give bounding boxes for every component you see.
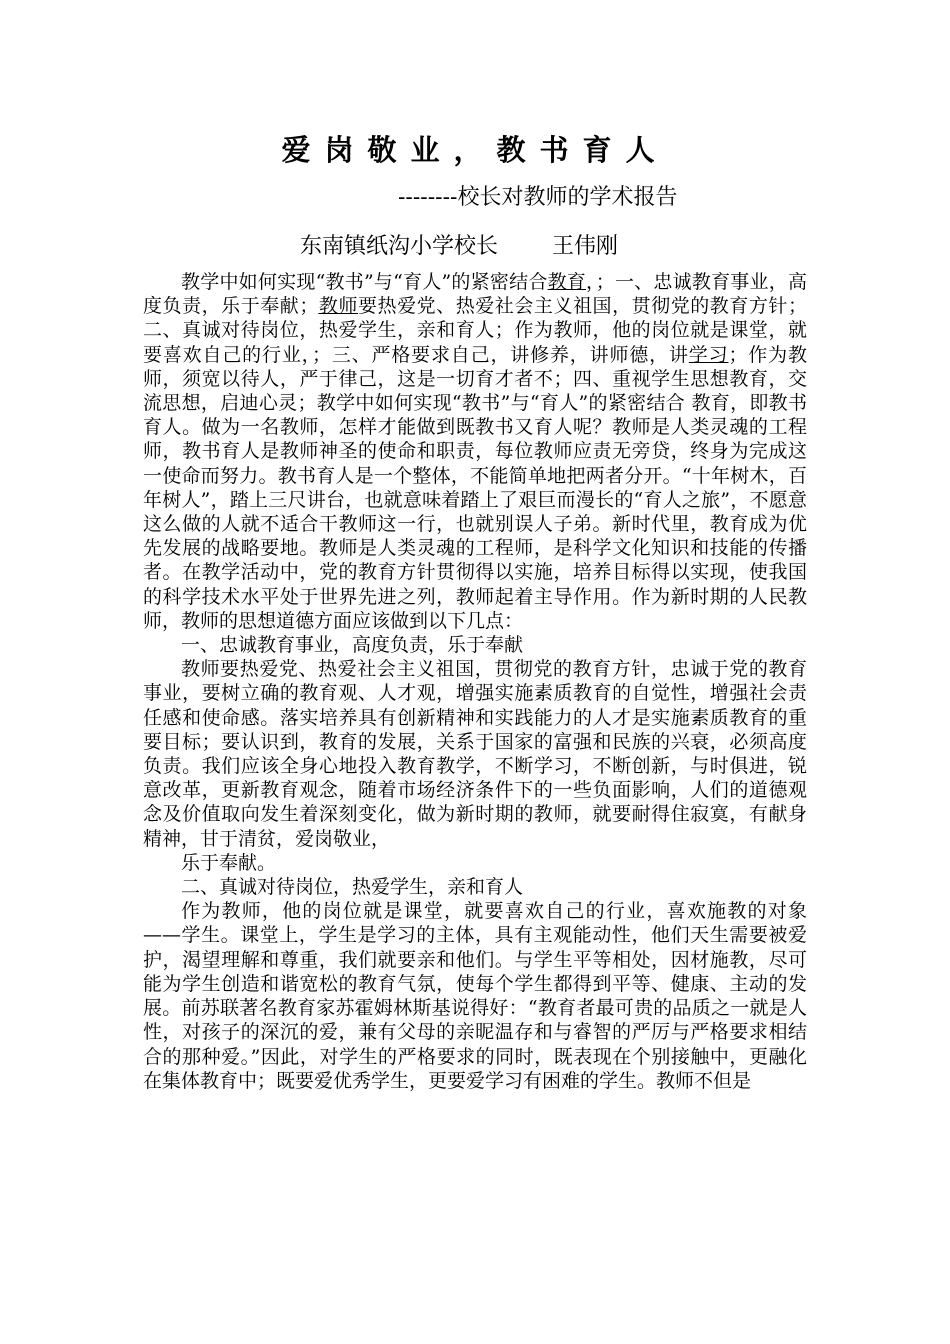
document-subtitle: --------校长对教师的学术报告: [398, 185, 678, 210]
document-title: 爱岗敬业，教书育人: [281, 133, 669, 167]
link-xuexi[interactable]: 学习: [688, 343, 729, 366]
link-jiaoyu[interactable]: 教育: [547, 271, 587, 293]
author-name: 王伟刚: [552, 234, 619, 259]
author-line: [300, 232, 618, 262]
paragraph-section-1: 教师要热爱党、热爱社会主义祖国，贯彻党的教育方针，忠诚于党的教育事业，要树立确的教育观、人才观，增强实施素质教育的自觉性，增强社会责任感和使命感。落实培养具有创新精神和实践能力的人才是实施素质教育的重要目标；要认识到，教育的发展，关系于国家的富强和民族的兴衰，必须高度负责。我们应该全身心地投入教育教学，不断学习，不断创新，与时俱进，锐意改革，更新教育观念，随着市场经济条件下的一些负面影响，人们的道德观念及价值取向发生着深刻变化，做为新时期的教师，就要耐得住寂寞，有献身精神，甘于清贫，爱岗敬业，: [143, 658, 807, 850]
section-heading-2: 二、真诚对待岗位，热爱学生，亲和育人: [181, 876, 524, 899]
paragraph-section-1-end: 乐于奉献。: [181, 851, 277, 874]
paragraph-section-2: 作为教师，他的岗位就是课堂，就要喜欢自己的行业，喜欢施教的对象——学生。课堂上，学生是学习的主体，具有主观能动性，他们天生需要被爱护，渴望理解和尊重，我们就要亲和他们。与学生平等相处，因材施教，尽可能为学生创造和谐宽松的教育气氛，使每个学生都得到平等、健康、主动的发展。前苏联著名教育家苏霍姆林斯基说得好：“教育者最可贵的品质之一就是人性，对孩子的深沉的爱，兼有父母的亲昵温存和与睿智的严厉与严格要求相结合的那种爱。”因此，对学生的严格要求的同时，既表现在个别接触中，更融化在集体教育中；既要爱优秀学生，更要爱学习有困难的学生。教师不但是: [143, 900, 807, 1092]
paragraph-intro: 教学中如何实现“教书”与“育人”的紧密结合教育，；一、忠诚教育事业，高度负责，乐于奉献；教师要热爱党、热爱社会主义祖国，贯彻党的教育方针；二、真诚对待岗位，热爱学生，亲和育人；作为教师，他的岗位就是课堂，就要喜欢自己的行业，；三、严格要求自己，讲修养，讲师德，讲学习；作为教师，须宽以待人，严于律己，这是一切育才者不；四、重视学生思想教育，交流思想，启迪心灵；教学中如何实现“教书”与“育人”的紧密结合 教育，即教书育人。做为一名教师，怎样才能做到既教书又育人呢？教师是人类灵魂的工程师，教书育人是教师神圣的使命和职责，每位教师应责无旁贷，终身为完成这一使命而努力。教书育人是一个整体，不能简单地把两者分开。“十年树木，百年树人”，踏上三尺讲台，也就意味着踏上了艰巨而漫长的“育人之旅”，不愿意这么做的人就不适合干教师这一行，也就别误人子弟。新时代里，教育成为优先发展的战略要地。教师是人类灵魂的工程师，是科学文化知识和技能的传播者。在教学活动中，党的教育方针贯彻得以实施，培养目标得以实现，使我国的科学技术水平处于世界先进之列，教师起着主导作用。作为新时期的人民教师，教师的思想道德方面应该做到以下几点：: [143, 271, 807, 632]
document-body: [143, 270, 807, 1093]
author-org: 东南镇纸沟小学校长: [300, 234, 499, 259]
section-heading-1: 一、忠诚教育事业，高度负责，乐于奉献: [181, 634, 524, 657]
link-jiaoshi[interactable]: 教师: [318, 295, 358, 318]
